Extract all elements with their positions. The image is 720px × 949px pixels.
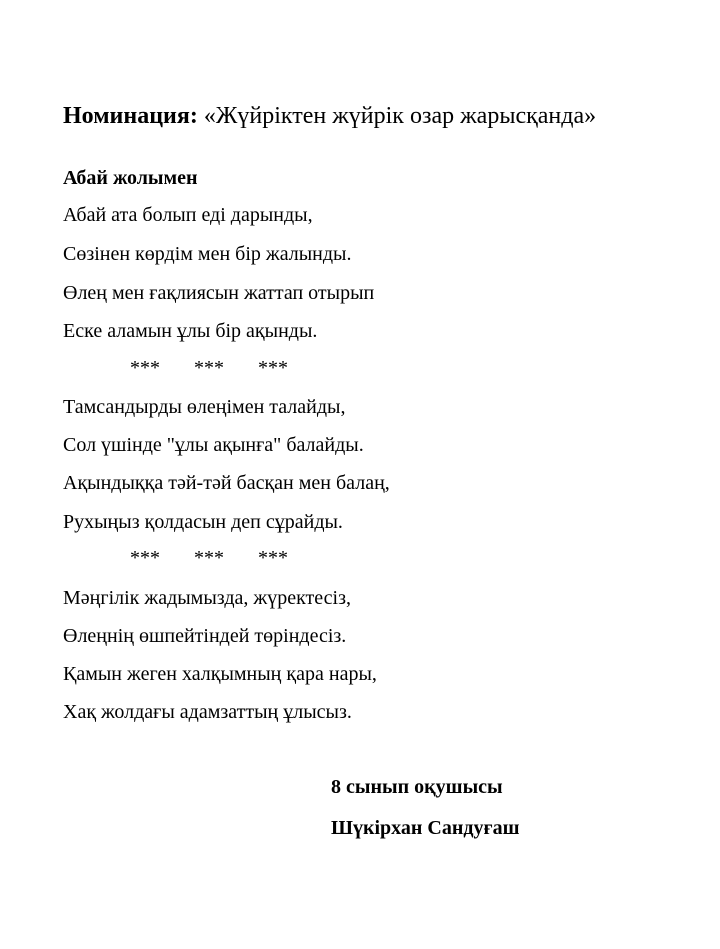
poem-line: Сөзінен көрдім мен бір жалынды. xyxy=(63,243,352,265)
poem-title: Абай жолымен xyxy=(63,167,198,189)
poem-line: Қамын жеген халқымның қара нары, xyxy=(63,663,377,685)
author-grade: 8 сынып оқушысы xyxy=(331,776,503,798)
poem-line: Өлең мен ғақлиясын жаттап отырып xyxy=(63,282,375,304)
poem-line: Еске аламын ұлы бір ақынды. xyxy=(63,320,318,342)
poem-line: Хақ жолдағы адамзаттың ұлысыз. xyxy=(63,701,352,723)
nomination-label: Номинация: xyxy=(63,103,198,129)
separator-mark: *** xyxy=(130,357,160,379)
author-name: Шүкірхан Сандуғаш xyxy=(331,817,520,839)
separator-mark: *** xyxy=(258,357,288,379)
poem-line: Тамсандырды өлеңімен талайды, xyxy=(63,396,346,418)
poem-line: Абай ата болып еді дарынды, xyxy=(63,204,313,226)
poem-line: Мәңгілік жадымызда, жүректесіз, xyxy=(63,587,351,609)
stanza-separator xyxy=(130,545,322,571)
poem-line: Ақындыққа тәй-тәй басқан мен балаң, xyxy=(63,472,390,494)
separator-mark: *** xyxy=(130,547,160,569)
poem-line: Рухыңыз қолдасын деп сұрайды. xyxy=(63,511,343,533)
poem-line: Өлеңнің өшпейтіндей төріндесіз. xyxy=(63,625,347,647)
separator-mark: *** xyxy=(258,547,288,569)
nomination-heading xyxy=(63,101,596,131)
stanza-separator xyxy=(130,355,322,381)
nomination-title: «Жүйріктен жүйрік озар жарысқанда» xyxy=(203,103,597,129)
separator-mark: *** xyxy=(194,357,224,379)
poem-line: Сол үшінде "ұлы ақынға" балайды. xyxy=(63,434,364,456)
separator-mark: *** xyxy=(194,547,224,569)
